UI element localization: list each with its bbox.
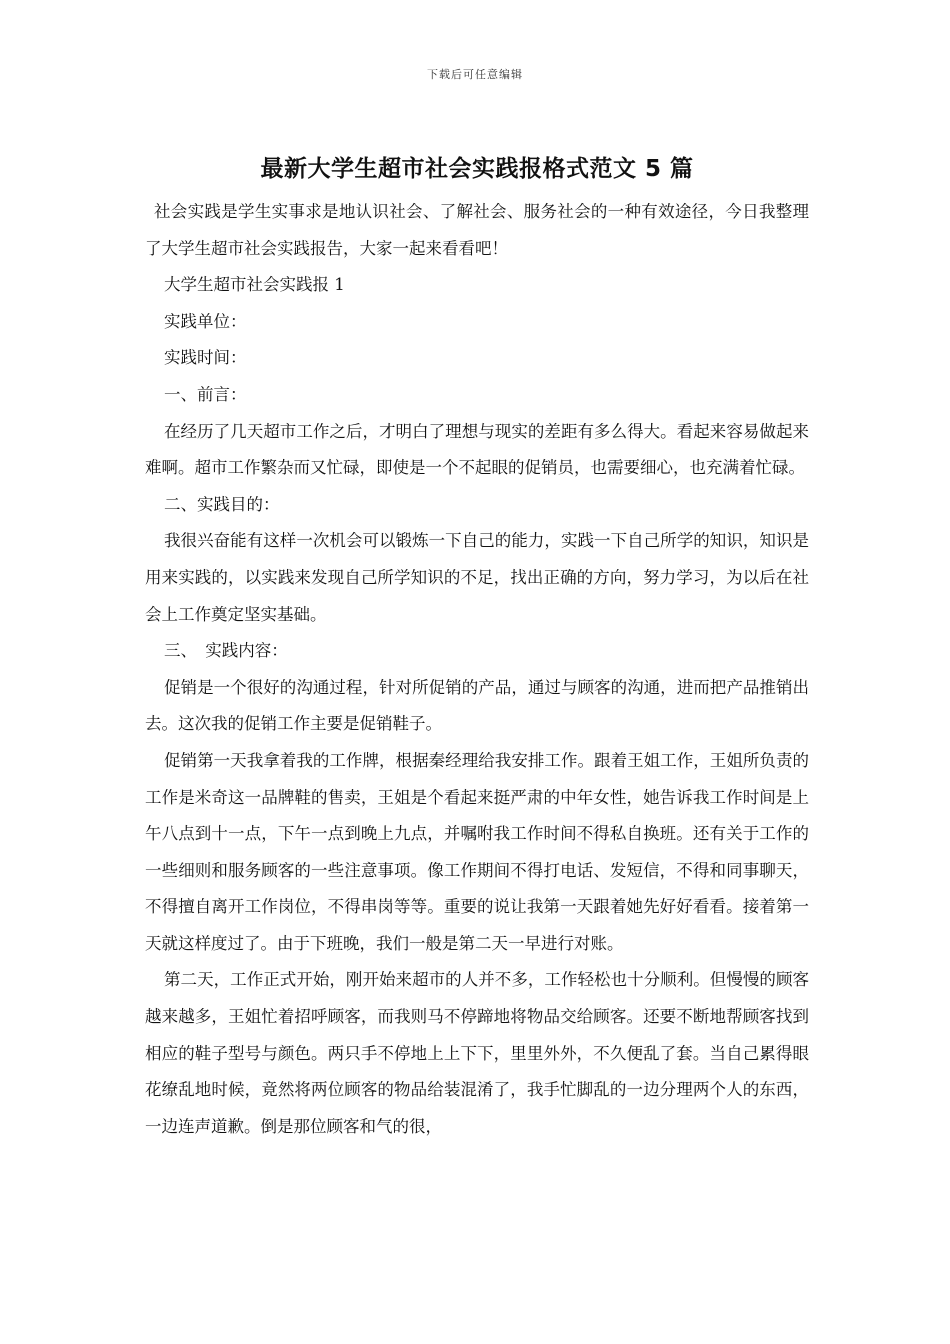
first-day-paragraph: 促销第一天我拿着我的工作牌，根据秦经理给我安排工作。跟着王姐工作，王姐所负责的工作是米奇这一品牌鞋的售卖，王姐是个看起来挺严肃的中年女性，她告诉我工作时间是上午八点到十一点，下午一点到晚上九点，并嘱咐我工作时间不得私自换班。还有关于工作的一些细则和服务顾客的一些注意事项。像工作期间不得打电话、发短信，不得和同事聊天，不得擅自离开工作岗位，不得串岗等等。重要的说让我第一天跟着她先好好看看。接着第一天就这样度过了。由于下班晚，我们一般是第二天一早进行对账。	[145, 750, 809, 953]
report-heading: 大学生超市社会实践报 1	[164, 275, 345, 295]
document-title: 最新大学生超市社会实践报格式范文 5 篇	[260, 156, 694, 182]
document-body	[145, 148, 809, 1145]
second-day-paragraph: 第二天，工作正式开始，刚开始来超市的人并不多，工作轻松也十分顺利。但慢慢的顾客越来越多，王姐忙着招呼顾客，而我则马不停蹄地将物品交给顾客。还要不断地帮顾客找到相应的鞋子型号与颜色。两只手不停地上上下下，里里外外，不久便乱了套。当自己累得眼花缭乱地时候，竟然将两位顾客的物品给装混淆了，我手忙脚乱的一边分理两个人的东西，一边连声道歉。倒是那位顾客和气的很，	[145, 970, 809, 1136]
practice-unit-label: 实践单位：	[164, 311, 247, 331]
content-paragraph: 促销是一个很好的沟通过程，针对所促销的产品，通过与顾客的沟通，进而把产品推销出去。这次我的促销工作主要是促销鞋子。	[145, 677, 809, 734]
section-heading-purpose: 二、实践目的：	[164, 494, 280, 514]
intro-paragraph: 社会实践是学生实事求是地认识社会、了解社会、服务社会的一种有效途径，今日我整理了大学生超市社会实践报告，大家一起来看看吧！	[145, 202, 809, 258]
section-heading-content: 三、 实践内容：	[164, 641, 288, 661]
preface-paragraph: 在经历了几天超市工作之后，才明白了理想与现实的差距有多么得大。看起来容易做起来难啊。超市工作繁杂而又忙碌，即使是一个不起眼的促销员，也需要细心，也充满着忙碌。	[145, 421, 809, 478]
practice-time-label: 实践时间：	[164, 348, 247, 368]
section-heading-preface: 一、前言：	[164, 384, 247, 404]
purpose-paragraph: 我很兴奋能有这样一次机会可以锻炼一下自己的能力，实践一下自己所学的知识，知识是用来实践的，以实践来发现自己所学知识的不足，找出正确的方向，努力学习，为以后在社会上工作奠定坚实基础。	[145, 531, 809, 624]
header-note: 下载后可任意编辑	[427, 68, 523, 81]
